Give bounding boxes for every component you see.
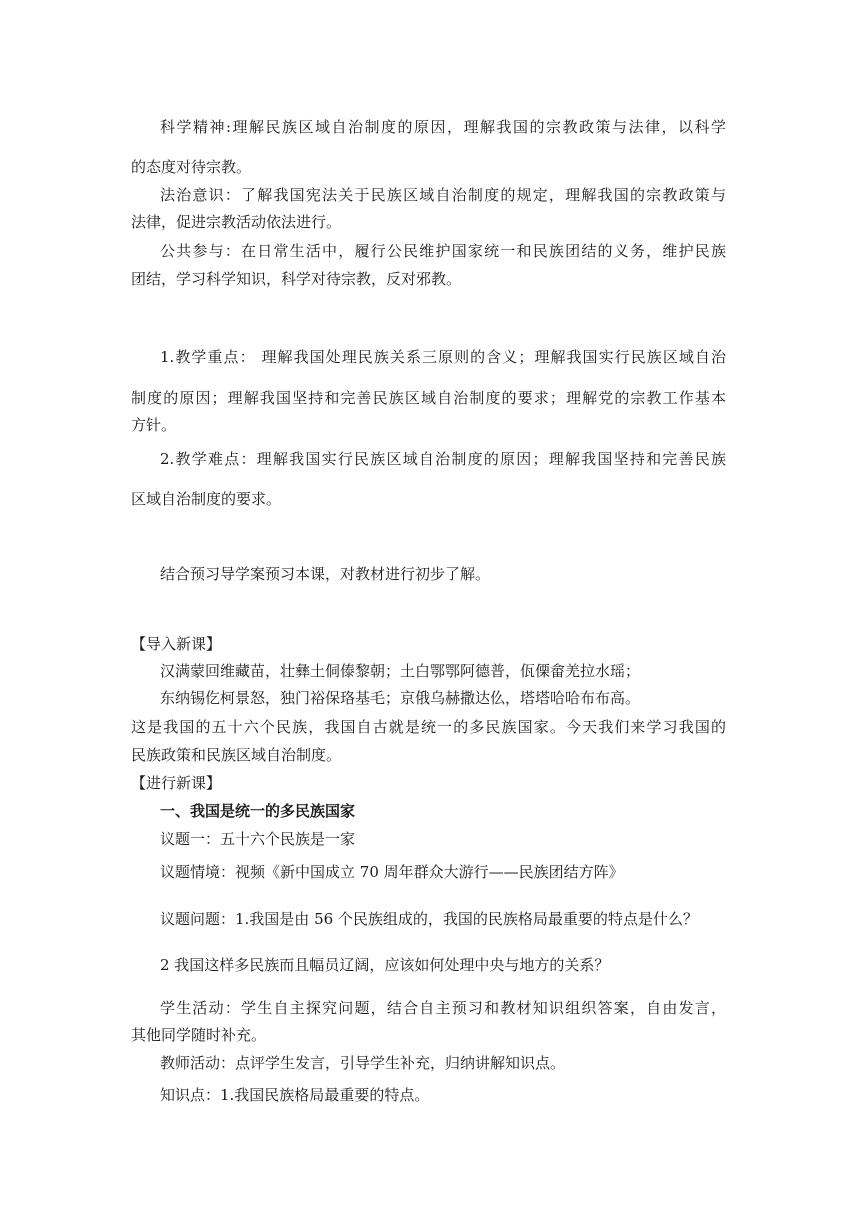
law-awareness-line-2: 法律，促进宗教活动依法进行。 [131, 213, 342, 231]
public-participation-line-1: 公共参与：在日常生活中，履行公民维护国家统一和民族团结的义务，维护民族 [160, 242, 726, 260]
lesson-heading: 【进行新课】 [131, 774, 222, 792]
topic-situation: 议题情境：视频《新中国成立 70 周年群众大游行——民族团结方阵》 [160, 863, 624, 881]
ethnic-poem-line-2: 东纳锡仡柯景怒，独门裕保珞基毛；京俄乌赫撒达仫，塔塔哈哈布布高。 [160, 689, 641, 707]
teaching-key-point-line-3: 方针。 [131, 416, 177, 434]
preview-instruction: 结合预习导学案预习本课，对教材进行初步了解。 [160, 565, 491, 583]
teacher-activity: 教师活动：点评学生发言，引导学生补充，归纳讲解知识点。 [160, 1054, 566, 1072]
topic-1: 议题一：五十六个民族是一家 [160, 830, 356, 848]
teaching-difficulty-line-1: 2.教学难点：理解我国实行民族区域自治制度的原因；理解我国坚持和完善民族 [160, 450, 726, 468]
student-activity-line-2: 其他同学随时补充。 [131, 1026, 267, 1044]
student-activity-line-1: 学生活动：学生自主探究问题，结合自主预习和教材知识组织答案，自由发言， [160, 999, 726, 1017]
public-participation-line-2: 团结，学习科学知识，科学对待宗教，反对邪教。 [131, 270, 462, 288]
section-1-title: 一、我国是统一的多民族国家 [160, 802, 356, 820]
ethnic-poem-line-1: 汉满蒙回维藏苗，壮彝土侗傣黎朝；土白鄂鄂阿德普，佤傈畲羌拉水瑶； [160, 662, 641, 680]
teaching-key-point-line-2: 制度的原因；理解我国坚持和完善民族区域自治制度的要求；理解党的宗教工作基本 [131, 389, 726, 407]
intro-heading: 【导入新课】 [131, 635, 222, 653]
teaching-difficulty-line-2: 区域自治制度的要求。 [131, 490, 282, 508]
intro-text-line-1: 这是我国的五十六个民族，我国自古就是统一的多民族国家。今天我们来学习我国的 [131, 718, 726, 736]
science-spirit-line-2: 的态度对待宗教。 [131, 158, 252, 176]
knowledge-point-1: 知识点：1.我国民族格局最重要的特点。 [160, 1086, 430, 1104]
topic-question-2: 2 我国这样多民族而且幅员辽阔，应该如何处理中央与地方的关系？ [160, 956, 610, 974]
teaching-key-point-line-1: 1.教学重点： 理解我国处理民族关系三原则的含义；理解我国实行民族区域自治 [160, 348, 726, 366]
intro-text-line-2: 民族政策和民族区域自治制度。 [131, 746, 342, 764]
law-awareness-line-1: 法治意识：了解我国宪法关于民族区域自治制度的规定，理解我国的宗教政策与 [160, 186, 726, 204]
science-spirit-line-1: 科学精神:理解民族区域自治制度的原因，理解我国的宗教政策与法律，以科学 [160, 118, 726, 136]
topic-question-1: 议题问题：1.我国是由 56 个民族组成的，我国的民族格局最重要的特点是什么？ [160, 910, 698, 928]
